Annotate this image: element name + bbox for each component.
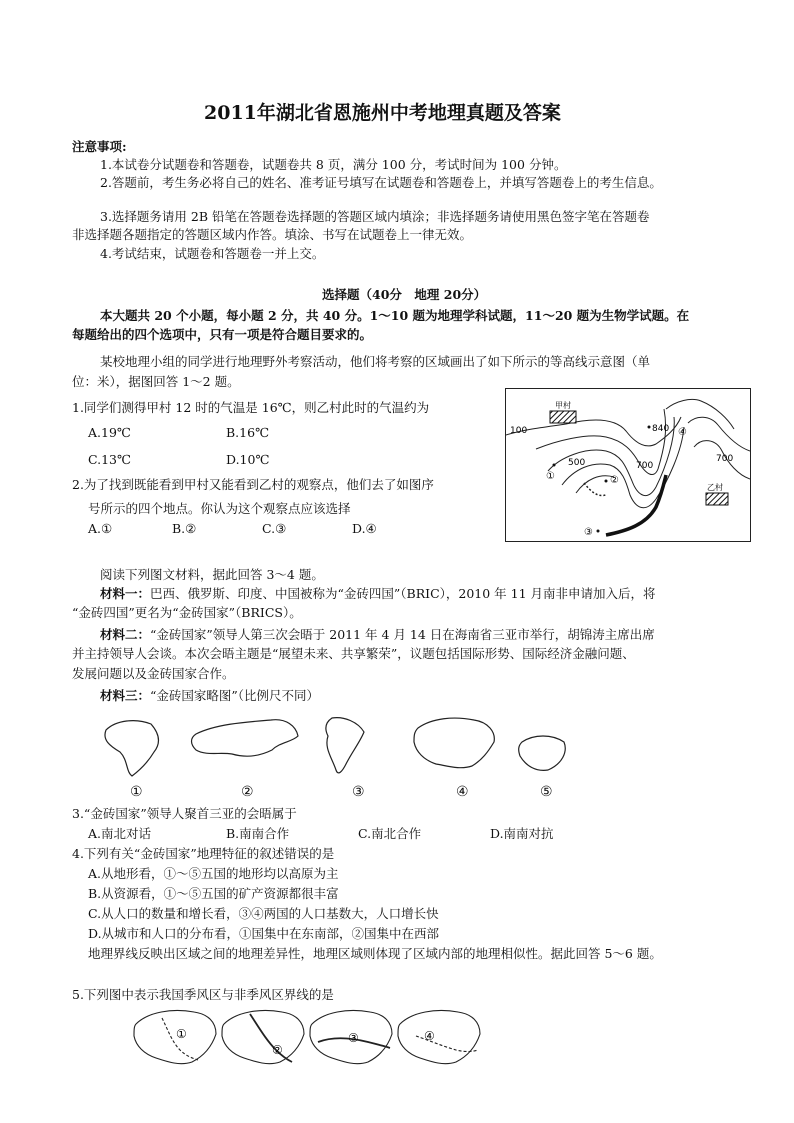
material-2-text: “金砖国家”领导人第三次会晤于 2011 年 4 月 14 日在海南省三亚市举行，胡锦涛主席出席 [150, 627, 655, 642]
q2-option-d: D.④ [352, 521, 377, 536]
note-item-4: 4.考试结束，试题卷和答题卷一并上交。 [100, 246, 325, 261]
contour-label-700-west: 700 [636, 461, 654, 471]
point-3-dot [597, 530, 600, 533]
notes-heading: 注意事项: [72, 139, 127, 154]
contour-map-svg [506, 389, 750, 541]
context-3: 地理界线反映出区域之间的地理差异性，地理区域则体现了区域内部的地理相似性。据此回答 5～6 题。 [88, 946, 662, 961]
q1-option-d: D.10℃ [226, 452, 270, 467]
map-number-1: ① [130, 784, 143, 800]
material-1-text-2: “金砖四国”更名为“金砖国家”（BRICS）。 [72, 605, 302, 620]
material-1-label: 材料一： [100, 586, 151, 601]
q5-map-label-2: ② [272, 1043, 283, 1057]
material-1-text: 巴西、俄罗斯、印度、中国被称为“金砖四国”（BRIC），2010 年 11 月南非申请加入后，将 [150, 586, 656, 601]
contour-label-840: 840 [652, 424, 670, 434]
q4-option-a: A.从地形看，①～⑤五国的地形均以高原为主 [88, 866, 339, 881]
note-item-1: 1.本试卷分试题卷和答题卷，试题卷共 8 页，满分 100 分，考试时间为 100 分钟。 [100, 157, 567, 172]
map-number-3: ③ [352, 784, 365, 800]
q4-option-c: C.从人口的数量和增长看，③④两国的人口基数大，人口增长快 [88, 906, 439, 921]
material-3-text: “金砖国家略图”（比例尺不同） [150, 688, 320, 703]
q1-option-c: C.13℃ [88, 452, 131, 467]
point-1-label: ① [546, 471, 555, 482]
contour-label-100: 100 [510, 426, 528, 436]
note-item-3-cont: 非选择题各题指定的答题区域内作答。填涂、书写在试题卷上一律无效。 [72, 227, 473, 242]
material-1 [100, 586, 656, 602]
point-4-label: ④ [678, 427, 687, 438]
contour-map [505, 388, 751, 542]
q2-stem-1: 2.为了找到既能看到甲村又能看到乙村的观察点，他们去了如图序 [72, 477, 434, 492]
q3-stem: 3.“金砖国家”领导人聚首三亚的会晤属于 [72, 806, 297, 821]
page-title: 2011年湖北省恩施州中考地理真题及答案 [204, 102, 561, 124]
context-2-intro: 阅读下列图文材料，据此回答 3～4 题。 [100, 567, 324, 582]
q3-option-c: C.南北合作 [358, 826, 422, 841]
south-africa-outline [519, 736, 566, 770]
section-heading: 选择题（40分 地理 20分） [322, 287, 487, 302]
china-outline [414, 718, 494, 768]
section-intro-2: 每题给出的四个选项中，只有一项是符合题目要求的。 [72, 327, 373, 342]
q3-option-d: D.南南对抗 [490, 826, 554, 841]
q1-option-a: A.19℃ [88, 425, 131, 440]
contour-label-500: 500 [568, 458, 586, 468]
q2-option-a: A.① [88, 521, 113, 536]
point-3-label: ③ [584, 527, 593, 538]
q5-map-label-4: ④ [424, 1029, 435, 1043]
q4-stem: 4.下列有关“金砖国家”地理特征的叙述错误的是 [72, 846, 335, 861]
peak-dot [648, 426, 651, 429]
china-map-4 [398, 1011, 480, 1064]
q2-option-c: C.③ [262, 521, 287, 536]
china-map-2 [222, 1011, 304, 1064]
brics-maps [96, 712, 586, 784]
q2-stem-2: 号所示的四个地点。你认为这个观察点应该选择 [88, 501, 351, 516]
material-2-label: 材料二： [100, 627, 151, 642]
material-2-text-3: 发展问题以及金砖国家合作。 [72, 666, 235, 681]
map-number-4: ④ [456, 784, 469, 800]
context-1-line-1: 某校地理小组的同学进行地理野外考察活动，他们将考察的区域画出了如下所示的等高线示意图（单 [100, 354, 651, 369]
village-a-label: 甲村 [555, 401, 571, 410]
village-b-label: 乙村 [707, 483, 723, 492]
boundary-line-2 [250, 1014, 292, 1062]
china-map-1 [134, 1011, 216, 1064]
contour-line-inner [576, 476, 614, 493]
q1-stem: 1.同学们测得甲村 12 时的气温是 16℃，则乙村此时的气温约为 [72, 400, 430, 415]
ridge-line [584, 483, 606, 496]
q3-option-a: A.南北对话 [88, 826, 152, 841]
brazil-outline [105, 721, 158, 776]
material-3-label: 材料三： [100, 688, 151, 703]
point-1-dot [553, 464, 556, 467]
note-item-3: 3.选择题务请用 2B 铅笔在答题卷选择题的答题区域内填涂；非选择题务请使用黑色签字笔在答题卷 [100, 209, 650, 224]
material-2 [100, 627, 655, 643]
russia-outline [192, 720, 299, 756]
material-3 [100, 688, 319, 704]
note-item-2: 2.答题前，考生务必将自己的姓名、准考证号填写在试题卷和答题卷上，并填写答题卷上的考生信息。 [100, 175, 662, 190]
point-2-dot [605, 480, 608, 483]
map-number-5: ⑤ [540, 784, 553, 800]
map-number-2: ② [241, 784, 254, 800]
q5-maps [132, 1006, 492, 1072]
village-a-marker [550, 411, 576, 423]
material-2-text-2: 并主持领导人会谈。本次会晤主题是“展望未来、共享繁荣”，议题包括国际形势、国际经济金融问题、 [72, 646, 635, 661]
q1-option-b: B.16℃ [226, 425, 270, 440]
context-1-line-2: 位：米），据图回答 1～2 题。 [72, 374, 240, 389]
contour-label-700-east: 700 [716, 454, 734, 464]
q3-option-b: B.南南合作 [226, 826, 290, 841]
q4-option-d: D.从城市和人口的分布看，①国集中在东南部，②国集中在西部 [88, 926, 440, 941]
q5-map-label-1: ① [176, 1027, 187, 1041]
point-2-label: ② [610, 475, 619, 486]
q5-map-label-3: ③ [348, 1031, 359, 1045]
village-b-marker [706, 493, 728, 505]
q5-stem: 5.下列图中表示我国季风区与非季风区界线的是 [72, 987, 334, 1002]
india-outline [326, 718, 364, 773]
q2-option-b: B.② [172, 521, 197, 536]
section-intro-1: 本大题共 20 个小题，每小题 2 分，共 40 分。1～10 题为地理学科试题，11～20 题为生物学试题。在 [100, 308, 690, 323]
q4-option-b: B.从资源看，①～⑤五国的矿产资源都很丰富 [88, 886, 339, 901]
